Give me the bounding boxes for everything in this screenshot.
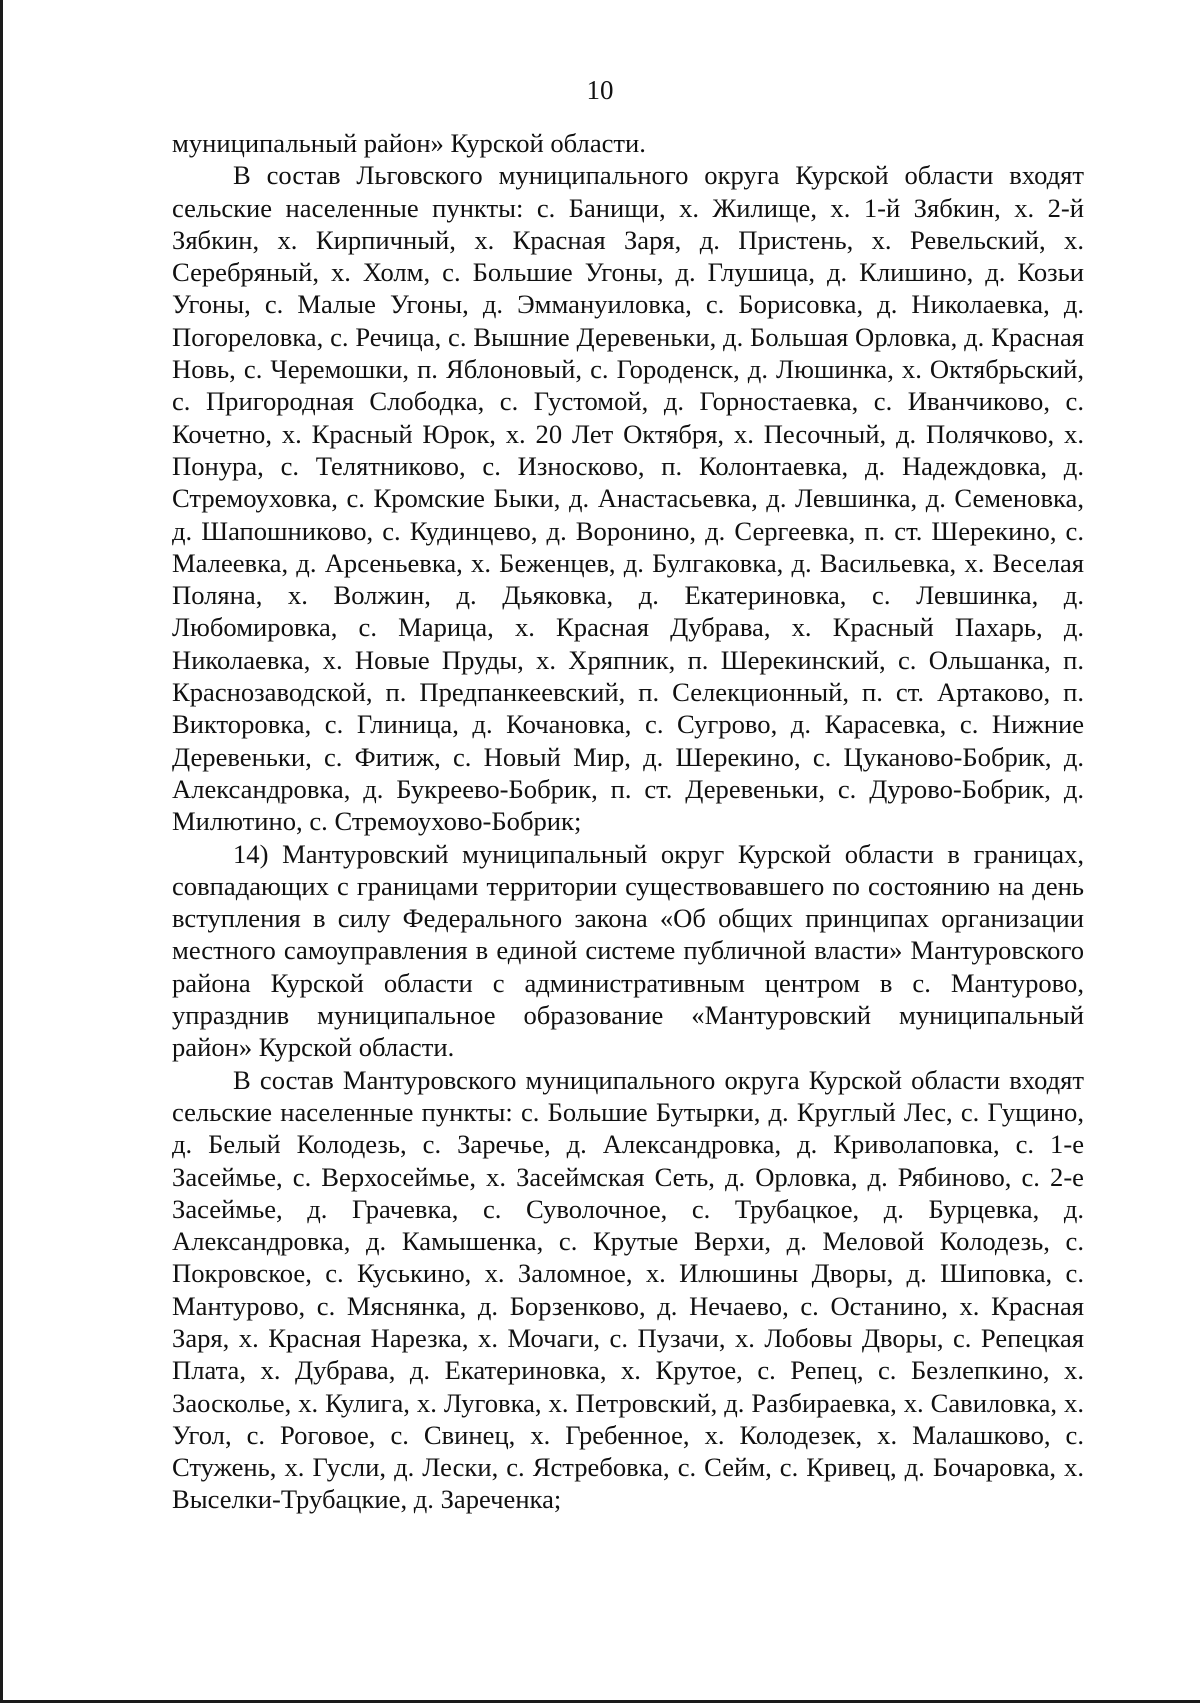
paragraph-manturovo-settlements: В состав Мантуровского муниципального округа Курской области входят сельские населенные пункты: с. Большие Бутырки, д. Круглый Лес, с. Гущино, д. Белый Колодезь, с. Заречье, д. Александровка, д. Криволаповка, с. 1-е Засеймье, с. Верхосеймье, х. Засеймская Сеть, д. Орловка, д. Рябиново, с. 2-е Засеймье, д. Грачевка, с. Суволочное, с. Трубацкое, д. Бурцевка, д. Александровка, д. Камышенка, с. Крутые Верхи, д. Меловой Колодезь, с. Покровское, с. Куськино, х. Заломное, х. Илюшины Дворы, д. Шиповка, с. Мантурово, с. Мяснянка, д. Борзенково, д. Нечаево, с. Останино, х. Красная Заря, х. Красная Нарезка, х. Мочаги, с. Пузачи, х. Лобовы Дворы, с. Репецкая Плата, х. Дубрава, д. Екатериновка, х. Крутое, с. Репец, с. Безлепкино, х. Заосколье, х. Кулига, х. Луговка, х. Петровский, д. Разбираевка, х. Савиловка, х. Угол, с. Роговое, с. Свинец, х. Гребенное, х. Колодезек, х. Малашково, с. Стужень, х. Гусли, д. Лески, с. Ястребовка, с. Сейм, с. Кривец, д. Бочаровка, х. Выселки-Трубацкие, д. Зареченка;: [172, 1064, 1084, 1515]
document-body: [172, 127, 1084, 1516]
paragraph-continuation: муниципальный район» Курской области.: [172, 128, 646, 158]
page-number: 10: [586, 75, 614, 105]
paragraph-manturovo-district: 14) Мантуровский муниципальный округ Курской области в границах, совпадающих с границами территории существовавшего по состоянию на день вступления в силу Федерального закона «Об общих принципах организации местного самоуправления в единой системе публичной власти» Мантуровского района Курской области с административным центром в с. Мантурово, упразднив муниципальное образование «Мантуровский муниципальный район» Курской области.: [172, 838, 1084, 1063]
paragraph-lgov-settlements: В состав Льговского муниципального округа Курской области входят сельские населенные пункты: с. Банищи, х. Жилище, х. 1-й Зябкин, х. 2-й Зябкин, х. Кирпичный, х. Красная Заря, д. Пристень, х. Ревельский, х. Серебряный, х. Холм, с. Большие Угоны, д. Глушица, д. Клишино, д. Козьи Угоны, с. Малые Угоны, д. Эммануиловка, с. Борисовка, д. Николаевка, д. Погореловка, с. Речица, с. Вышние Деревеньки, д. Большая Орловка, д. Красная Новь, с. Черемошки, п. Яблоновый, с. Городенск, д. Люшинка, х. Октябрьский, с. Пригородная Слободка, с. Густомой, д. Горностаевка, с. Иванчиково, с. Кочетно, х. Красный Юрок, х. 20 Лет Октября, х. Песочный, д. Полячково, х. Понура, с. Телятниково, с. Износково, п. Колонтаевка, д. Надеждовка, д. Стремоуховка, с. Кромские Быки, д. Анастасьевка, д. Левшинка, д. Семеновка, д. Шапошниково, с. Кудинцево, д. Воронино, д. Сергеевка, п. ст. Шерекино, с. Малеевка, д. Арсеньевка, х. Беженцев, д. Булгаковка, д. Васильевка, х. Веселая Поляна, х. Волжин, д. Дьяковка, д. Екатериновка, с. Левшинка, д. Любомировка, с. Марица, х. Красная Дубрава, х. Красный Пахарь, д. Николаевка, х. Новые Пруды, х. Хряпник, п. Шерекинский, с. Ольшанка, п. Краснозаводской, п. Предпанкеевский, п. Селекционный, п. ст. Артаково, п. Викторовка, с. Глиница, д. Кочановка, с. Сугрово, д. Карасевка, с. Нижние Деревеньки, с. Фитиж, с. Новый Мир, д. Шерекино, с. Цуканово-Бобрик, д. Александровка, д. Букреево-Бобрик, п. ст. Деревеньки, с. Дурово-Бобрик, д. Милютино, с. Стремоухово-Бобрик;: [172, 160, 1084, 837]
scan-edge-left: [0, 0, 3, 1703]
